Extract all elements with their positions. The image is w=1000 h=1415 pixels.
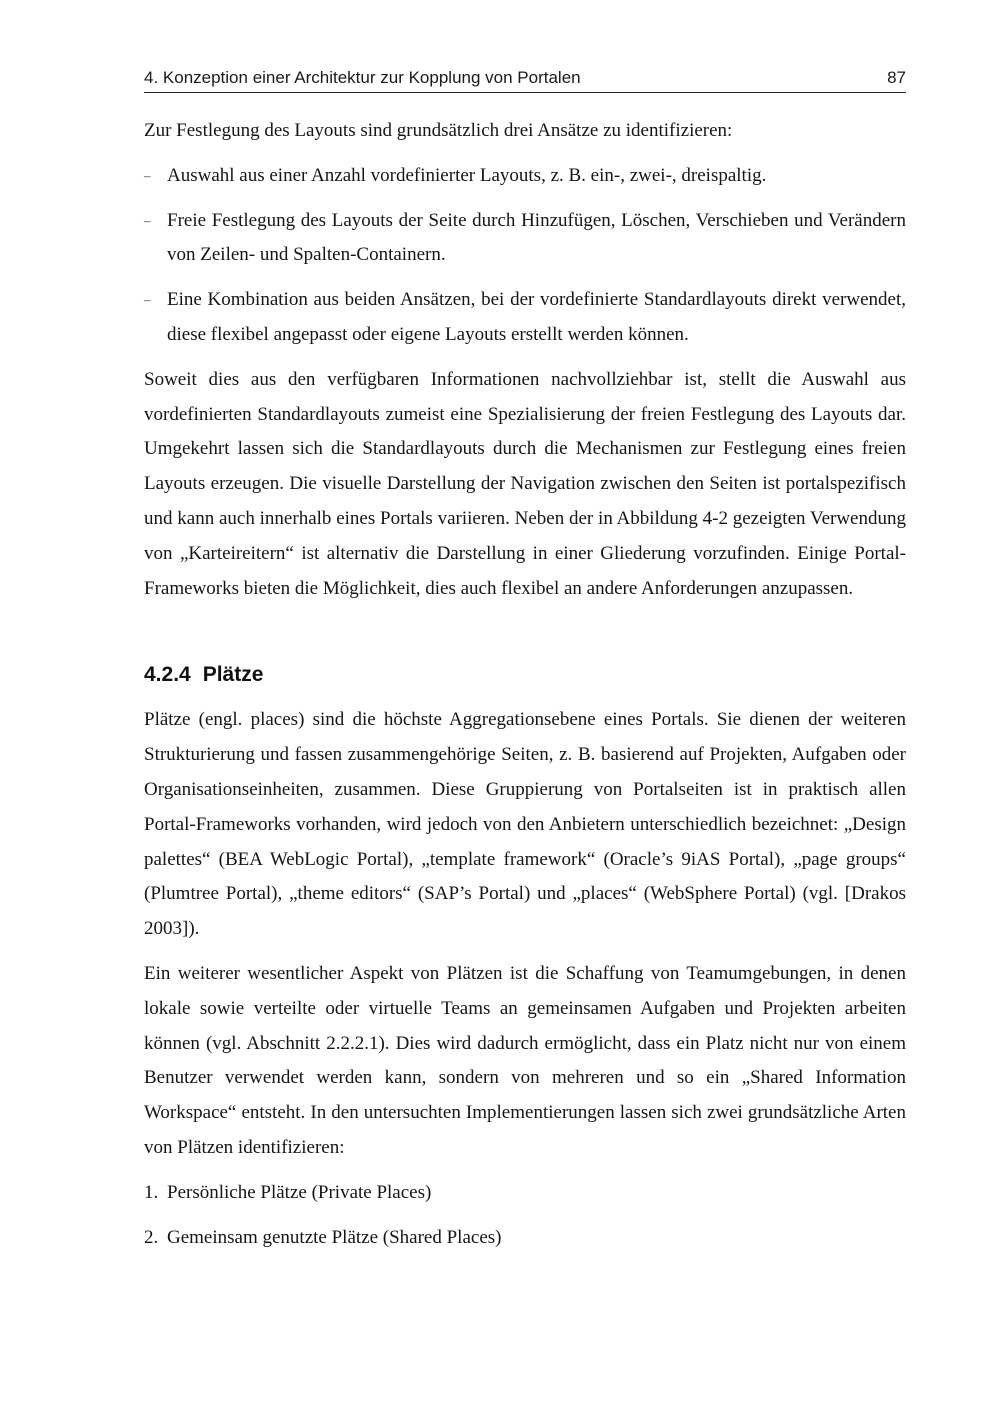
- numbered-list: [144, 1176, 906, 1256]
- section-number: 4.2.4: [144, 663, 191, 687]
- list-number: 2.: [144, 1226, 159, 1248]
- page-number: 87: [887, 68, 906, 87]
- bullet-dash: –: [144, 212, 151, 228]
- numbered-item: [144, 1221, 906, 1256]
- bullet-item: [144, 204, 906, 274]
- body-paragraph-teams: Ein weiterer wesentlicher Aspekt von Plätzen ist die Schaffung von Teamumgebungen, in denen lokale sowie verteilte oder virtuelle Teams an gemeinsamen Aufgaben und Projekten arbeiten können (vgl. Abschnitt 2.2.2.1). Dies wird dadurch ermöglicht, dass ein Platz nicht nur von einem Benutzer verwendet werden kann, sondern von mehreren und so ein „Shared Information Workspace“ entsteht. In den untersuchten Implementierungen lassen sich zwei grundsätzliche Arten von Plätzen identifizieren:: [144, 962, 906, 1158]
- body-paragraph-places: Plätze (engl. places) sind die höchste Aggregationsebene eines Portals. Sie dienen der weiteren Strukturierung und fassen zusammengehörige Seiten, z. B. basierend auf Projekten, Aufgaben oder Organisationseinheiten, zusammen. Diese Gruppierung von Portalseiten ist in praktisch allen Portal-Frameworks vorhanden, wird jedoch von den Anbietern unterschiedlich bezeichnet: „Design palettes“ (BEA WebLogic Portal), „template framework“ (Oracle’s 9iAS Portal), „page groups“ (Plumtree Portal), „theme editors“ (SAP’s Portal) und „places“ (WebSphere Portal) (vgl. [Drakos 2003]).: [144, 709, 906, 940]
- intro-paragraph: Zur Festlegung des Layouts sind grundsätzlich drei Ansätze zu identifizieren:: [144, 120, 733, 141]
- numbered-item-text: Persönliche Plätze (Private Places): [167, 1181, 432, 1203]
- bullet-text: Freie Festlegung des Layouts der Seite durch Hinzufügen, Löschen, Verschieben und Verändern von Zeilen- und Spalten-Containern.: [167, 209, 906, 266]
- bullet-list: [144, 159, 906, 353]
- section-title: Plätze: [202, 663, 264, 687]
- section-heading: [144, 659, 906, 691]
- bullet-item: [144, 159, 906, 194]
- page-body: [144, 114, 906, 1265]
- page-header: [144, 66, 906, 93]
- running-chapter-title: 4. Konzeption einer Architektur zur Kopplung von Portalen: [144, 68, 581, 87]
- bullet-text: Auswahl aus einer Anzahl vordefinierter Layouts, z. B. ein-, zwei-, dreispaltig.: [167, 164, 767, 186]
- bullet-item: [144, 283, 906, 353]
- bullet-dash: –: [144, 167, 151, 183]
- numbered-item: [144, 1176, 906, 1211]
- numbered-item-text: Gemeinsam genutzte Plätze (Shared Places): [167, 1226, 502, 1248]
- bullet-text: Eine Kombination aus beiden Ansätzen, bei der vordefinierte Standardlayouts direkt verwendet, diese flexibel angepasst oder eigene Layouts erstellt werden können.: [167, 289, 906, 345]
- body-paragraph-layouts: Soweit dies aus den verfügbaren Informationen nachvollziehbar ist, stellt die Auswahl aus vordefinierten Standardlayouts zumeist eine Spezialisierung der freien Festlegung des Layouts dar. Umgekehrt lassen sich die Standardlayouts durch die Mechanismen zur Festlegung eines freien Layouts erzeugen. Die visuelle Darstellung der Navigation zwischen den Seiten ist portalspezifisch und kann auch innerhalb eines Portals variieren. Neben der in Abbildung 4-2 gezeigten Verwendung von „Karteireitern“ ist alternativ die Darstellung in einer Gliederung vorzufinden. Einige Portal-Frameworks bieten die Möglichkeit, dies auch flexibel an andere Anforderungen anzupassen.: [144, 368, 906, 599]
- bullet-dash: –: [144, 292, 151, 308]
- list-number: 1.: [144, 1181, 159, 1203]
